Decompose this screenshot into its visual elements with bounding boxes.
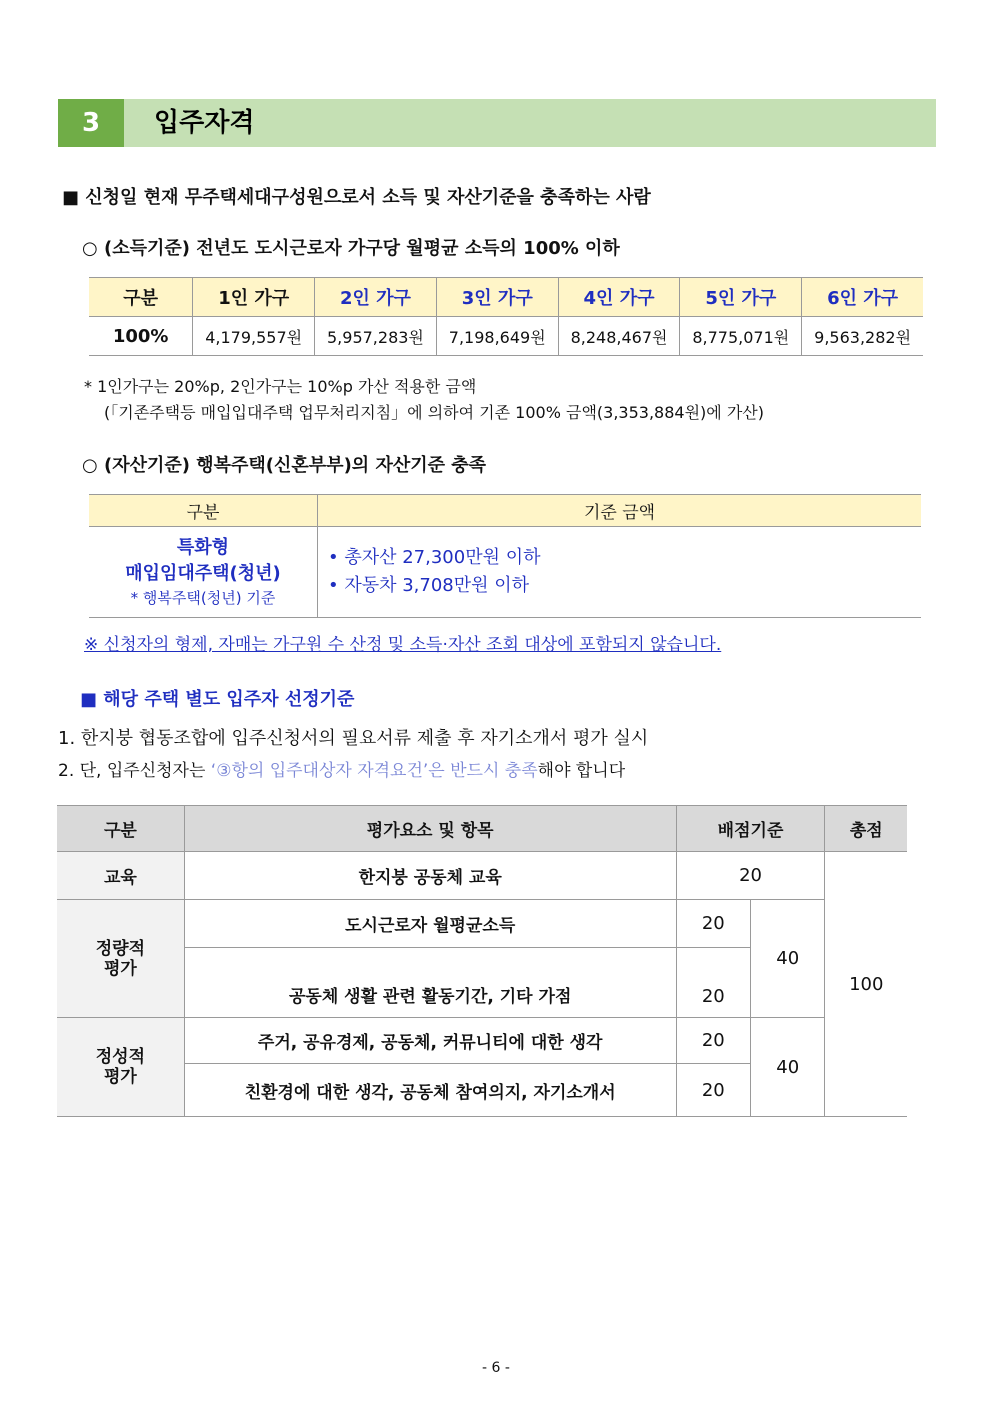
- education-item: 한지붕 공동체 교육: [184, 852, 676, 900]
- asset-criterion: • 자동차 3,708만원 이하: [328, 575, 530, 596]
- income-value-cell: 4,179,557원: [193, 317, 315, 356]
- income-header-cell: 6인 가구: [802, 278, 923, 317]
- income-value-cell: 9,563,282원: [802, 317, 923, 356]
- qualitative-label: 정성적 평가: [57, 1018, 184, 1117]
- evaluation-table: [57, 805, 907, 1117]
- quantitative-subtotal: 40: [751, 900, 825, 1018]
- asset-header-cell: 기준 금액: [318, 495, 922, 527]
- income-heading: ○ (소득기준) 전년도 도시근로자 가구당 월평균 소득의 100% 이하: [82, 238, 620, 259]
- income-note-1: * 1인가구는 20%p, 2인가구는 10%p 가산 적용한 금액: [84, 377, 477, 396]
- quantitative-label: 정량적 평가: [57, 900, 184, 1018]
- asset-type-cell: [89, 527, 318, 618]
- section-title: 입주자격: [154, 108, 255, 138]
- education-label: 교육: [57, 852, 184, 900]
- income-value-cell: 8,248,467원: [558, 317, 680, 356]
- asset-type-line2: 매입임대주택(청년): [125, 563, 281, 584]
- evaluation-header-cell: 평가요소 및 항목: [184, 806, 676, 852]
- income-header-cell: 5인 가구: [680, 278, 802, 317]
- selection-item-2-prefix: 2. 단, 입주신청자는: [58, 761, 211, 781]
- evaluation-row-quant-1: [57, 900, 907, 948]
- selection-item-2-suffix: 해야 합니다: [537, 761, 626, 781]
- income-note-2: (「기존주택등 매입입대주택 업무처리지침」에 의하여 기존 100% 금액(3,353,884원)에 가산): [104, 403, 764, 422]
- asset-table: [89, 494, 921, 618]
- main-heading: ■ 신청일 현재 무주택세대구성원으로서 소득 및 자산기준을 충족하는 사람: [62, 187, 651, 208]
- income-value-cell: 8,775,071원: [680, 317, 802, 356]
- quantitative-item: 공동체 생활 관련 활동기간, 기타 가점: [184, 948, 676, 1018]
- selection-item-2: [58, 756, 625, 781]
- asset-row: [89, 527, 921, 618]
- income-header-cell: 4인 가구: [558, 278, 680, 317]
- evaluation-header-row: [57, 806, 907, 852]
- asset-criteria-cell: [318, 527, 922, 618]
- quantitative-score: 20: [676, 948, 750, 1018]
- page-number: - 6 -: [482, 1360, 510, 1376]
- income-value-cell: 5,957,283원: [315, 317, 437, 356]
- qualitative-score: 20: [676, 1018, 750, 1064]
- evaluation-header-cell: 구분: [57, 806, 184, 852]
- asset-header-cell: 구분: [89, 495, 318, 527]
- qualitative-item: 주거, 공유경제, 공동체, 커뮤니티에 대한 생각: [184, 1018, 676, 1064]
- asset-type-note: * 행복주택(청년) 기준: [130, 589, 276, 607]
- income-header-cell: 3인 가구: [436, 278, 558, 317]
- selection-heading: ■ 해당 주택 별도 입주자 선정기준: [80, 689, 355, 710]
- evaluation-row-education: [57, 852, 907, 900]
- income-header-row: [89, 278, 923, 317]
- income-header-cell: 구분: [89, 278, 193, 317]
- income-table: [89, 277, 923, 356]
- selection-item-2-highlight: ‘③항의 입주대상자 자격요건’은 반드시 충족: [210, 761, 538, 781]
- qualitative-score: 20: [676, 1064, 750, 1117]
- total-score: 100: [825, 852, 907, 1117]
- income-header-cell: 2인 가구: [315, 278, 437, 317]
- selection-item-1: 1. 한지붕 협동조합에 입주신청서의 필요서류 제출 후 자기소개서 평가 실시: [58, 728, 649, 749]
- qualitative-item: 친환경에 대한 생각, 공동체 참여의지, 자기소개서: [184, 1064, 676, 1117]
- income-value-cell: 100%: [89, 317, 193, 356]
- qualitative-subtotal: 40: [751, 1018, 825, 1117]
- family-exclusion-note: ※ 신청자의 형제, 자매는 가구원 수 산정 및 소득·자산 조회 대상에 포함되지 않습니다.: [84, 635, 722, 655]
- evaluation-header-cell: 총점: [825, 806, 907, 852]
- section-number: 3: [58, 99, 124, 147]
- evaluation-row-qual-1: [57, 1018, 907, 1064]
- income-value-cell: 7,198,649원: [436, 317, 558, 356]
- quantitative-score: 20: [676, 900, 750, 948]
- asset-header-row: [89, 495, 921, 527]
- asset-criterion: • 총자산 27,300만원 이하: [328, 547, 541, 568]
- education-score: 20: [676, 852, 825, 900]
- quantitative-item: 도시근로자 월평균소득: [184, 900, 676, 948]
- evaluation-header-cell: 배점기준: [676, 806, 825, 852]
- asset-heading: ○ (자산기준) 행복주택(신혼부부)의 자산기준 충족: [82, 455, 487, 476]
- income-header-cell: 1인 가구: [193, 278, 315, 317]
- income-value-row: [89, 317, 923, 356]
- asset-type-line1: 특화형: [176, 537, 230, 558]
